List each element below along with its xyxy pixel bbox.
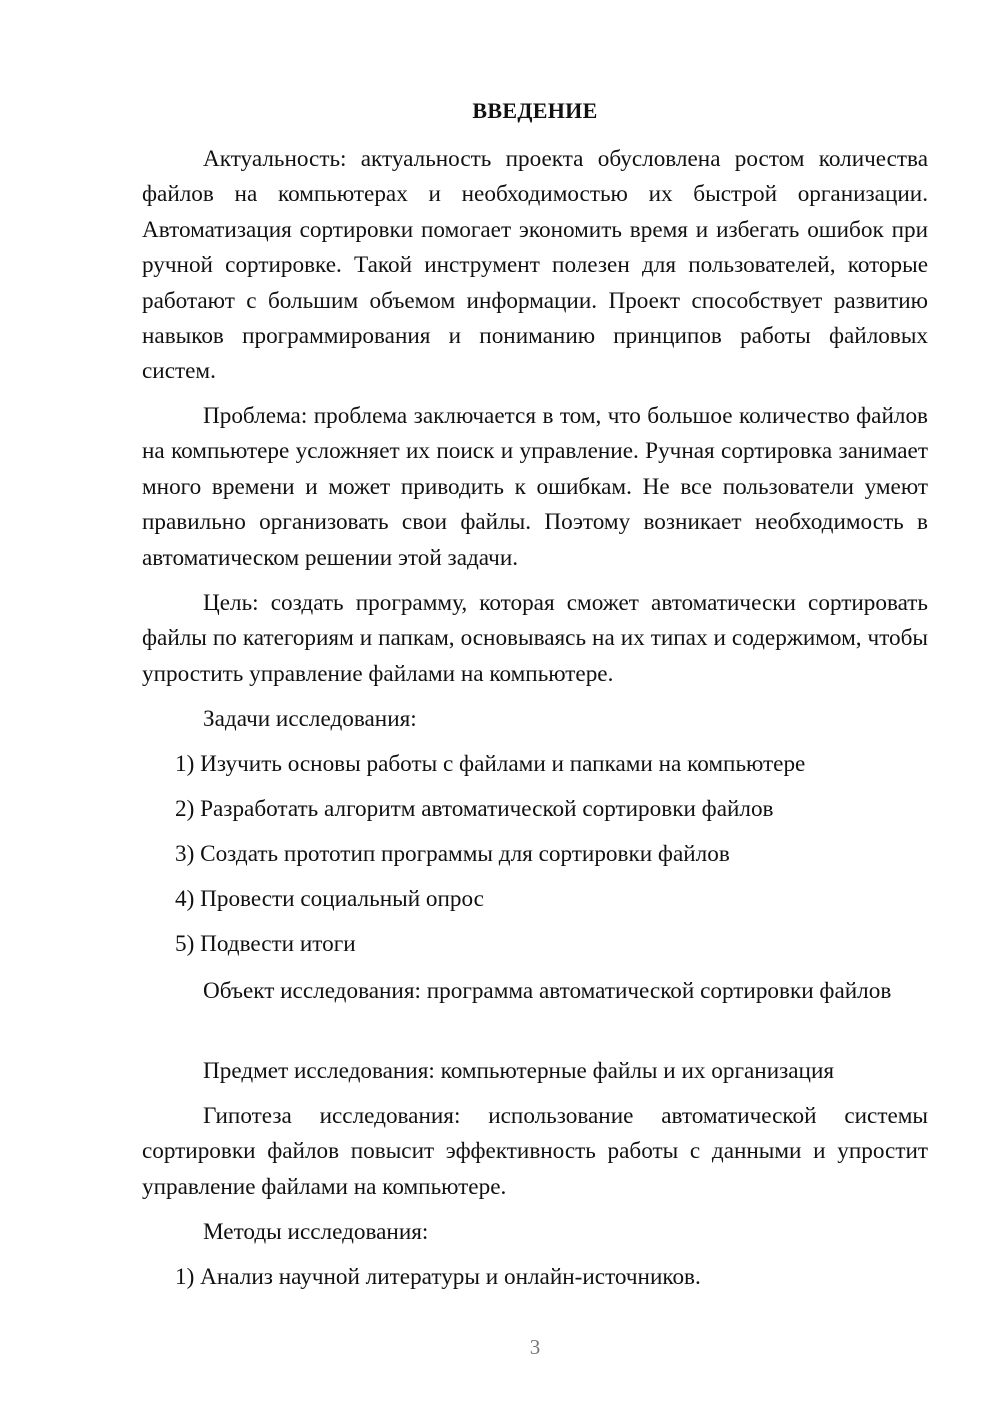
tasks-heading: Задачи исследования: <box>203 706 417 732</box>
paragraph-goal: Цель: создать программу, которая сможет автоматически сортировать файлы по категориям и папкам, основываясь на их типах и содержимом, чтобы упростить управление файлами на компьютере. <box>142 590 928 687</box>
paragraph-problem: Проблема: проблема заключается в том, что большое количество файлов на компьютере усложняет их поиск и управление. Ручная сортировка занимает много времени и может приводить к ошибкам. Не все пользователи умеют правильно организовать свои файлы. Поэтому возникает необходимость в автоматическом решении этой задачи. <box>142 403 928 571</box>
task-item: 2) Разработать алгоритм автоматической сортировки файлов <box>175 796 774 822</box>
methods-heading: Методы исследования: <box>203 1219 429 1245</box>
paragraph-object: Объект исследования: программа автоматической сортировки файлов <box>203 978 892 1004</box>
task-item: 5) Подвести итоги <box>175 931 356 957</box>
paragraph-subject: Предмет исследования: компьютерные файлы и их организация <box>203 1058 835 1084</box>
page-title: ВВЕДЕНИЕ <box>472 98 598 123</box>
paragraph-relevance: Актуальность: актуальность проекта обусловлена ростом количества файлов на компьютерах и необходимостью их быстрой организации. Автоматизация сортировки помогает экономить время и избегать ошибок при ручной сортировке. Такой инструмент полезен для пользователей, которые работают с большим объемом информации. Проект способствует развитию навыков программирования и пониманию принципов работы файловых систем. <box>142 146 928 385</box>
task-item: 4) Провести социальный опрос <box>175 886 484 912</box>
paragraph-hypothesis: Гипотеза исследования: использование автоматической системы сортировки файлов повысит эффективность работы с данными и упростит управление файлами на компьютере. <box>142 1103 928 1200</box>
method-item: 1) Анализ научной литературы и онлайн-источников. <box>175 1264 701 1290</box>
task-item: 3) Создать прототип программы для сортировки файлов <box>175 841 730 867</box>
task-item: 1) Изучить основы работы с файлами и папками на компьютере <box>175 751 806 777</box>
page-number: 3 <box>529 1335 541 1359</box>
